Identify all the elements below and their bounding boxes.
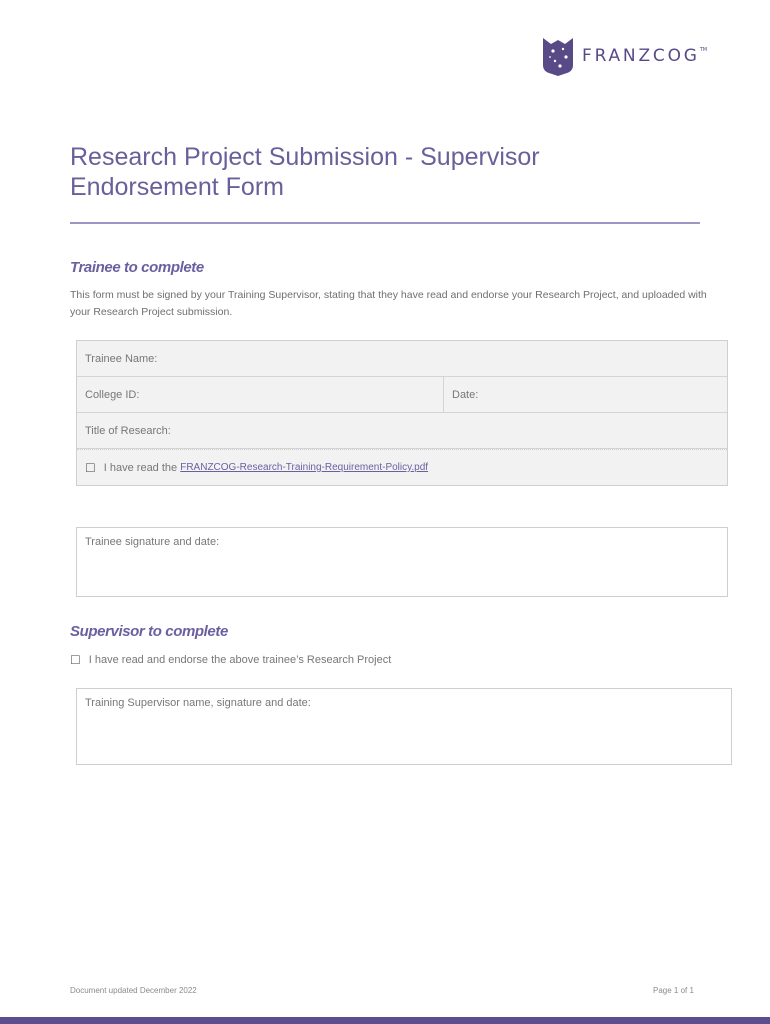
title-divider (70, 222, 700, 224)
policy-document-link[interactable]: FRANZCOG-Research-Training-Requirement-Policy.pdf (180, 462, 429, 473)
policy-checkbox[interactable]: ☐ (85, 460, 96, 475)
trainee-intro-text: This form must be signed by your Training Supervisor, stating that they have read and endorse your Research Project, and uploaded with your Research Project submission. (70, 289, 707, 318)
date-field[interactable] (444, 377, 727, 412)
policy-row (77, 449, 727, 485)
logo-trademark: TM (699, 46, 708, 53)
trainee-name-row (77, 341, 727, 377)
title-of-research-label: Title of Research: (85, 424, 171, 437)
footer-bar (0, 1017, 770, 1024)
title-of-research-field[interactable] (77, 413, 727, 448)
trainee-signature-field[interactable] (76, 527, 728, 597)
trainee-signature-label: Trainee signature and date: (85, 536, 220, 548)
trainee-name-label: Trainee Name: (85, 352, 158, 365)
title-line-1: Research Project Submission - Supervisor (70, 143, 540, 171)
page-title (70, 142, 710, 202)
trainee-section-heading: Trainee to complete (70, 259, 204, 276)
college-id-date-row (77, 377, 727, 413)
endorse-checkbox-row (70, 653, 391, 667)
document-updated-note: Document updated December 2022 (70, 986, 197, 995)
franzcog-logo (541, 35, 707, 77)
college-id-label: College ID: (85, 388, 140, 401)
endorse-checkbox[interactable]: ☐ (70, 653, 81, 667)
trainee-details-table (76, 340, 728, 486)
endorse-checkbox-label: I have read and endorse the above trainee’s Research Project (88, 654, 392, 666)
page-number: Page 1 of 1 (653, 986, 694, 995)
supervisor-signature-label: Training Supervisor name, signature and date: (85, 697, 311, 709)
policy-checkbox-field (77, 450, 727, 485)
logo-wordmark: FRANZCOG™ (582, 45, 708, 66)
date-label: Date: (452, 388, 479, 401)
title-line-2: Endorsement Form (70, 173, 284, 201)
supervisor-section-heading: Supervisor to complete (70, 623, 228, 640)
trainee-name-field[interactable] (77, 341, 727, 376)
title-of-research-row (77, 413, 727, 449)
franzcog-crest-icon (541, 35, 575, 77)
college-id-field[interactable] (77, 377, 444, 412)
policy-checkbox-label: I have read the (103, 461, 178, 474)
supervisor-signature-field[interactable] (76, 688, 732, 765)
